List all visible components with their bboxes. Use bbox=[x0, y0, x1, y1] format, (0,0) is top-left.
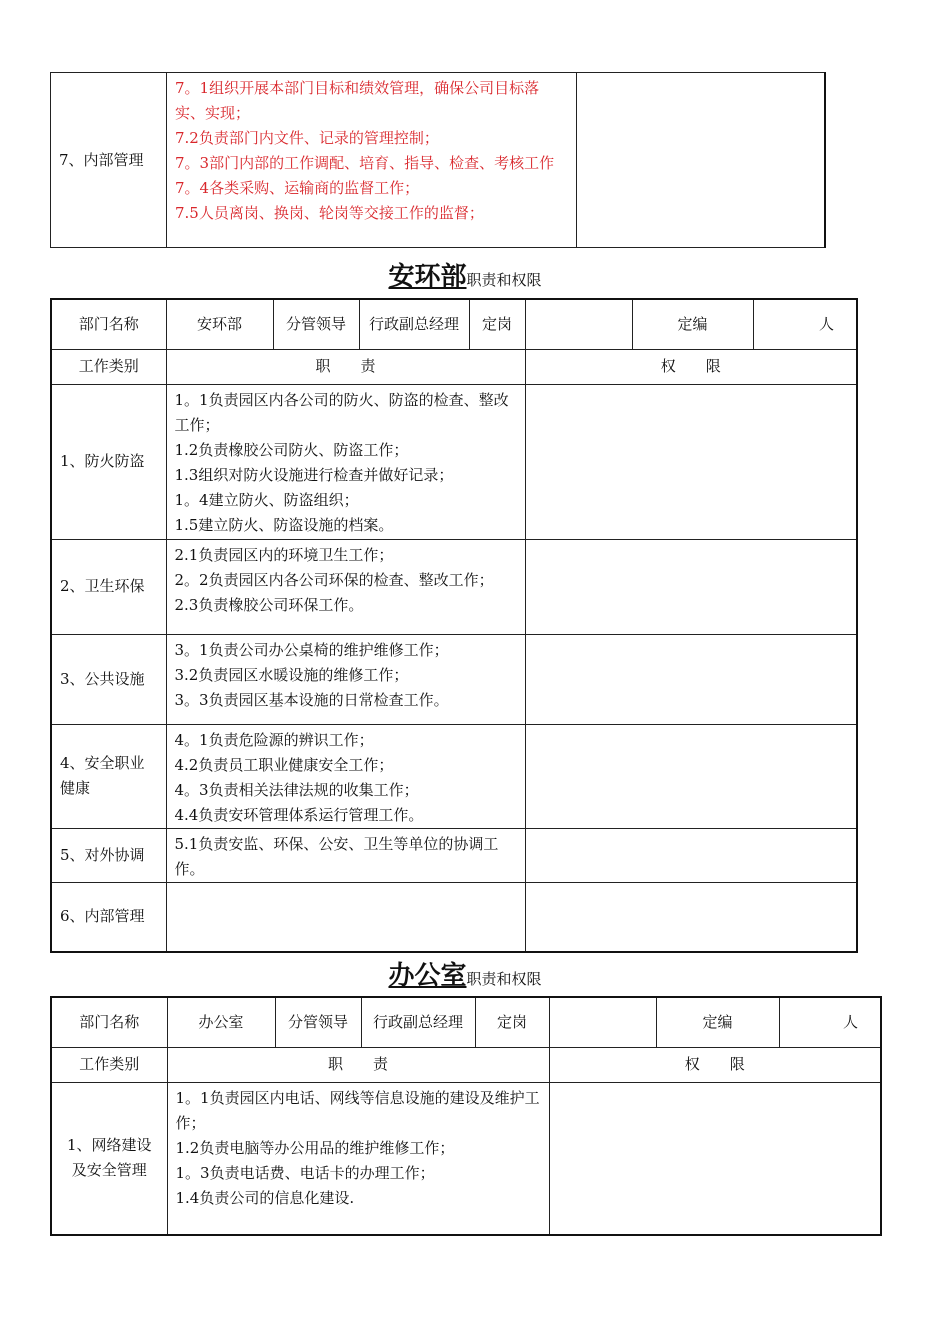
header-row bbox=[51, 997, 881, 1047]
table-row bbox=[51, 1082, 881, 1235]
category-cell: 2、卫生环保 bbox=[51, 539, 166, 634]
duty-cell bbox=[166, 539, 525, 634]
staff-value: 人 bbox=[753, 299, 857, 349]
duty-item: 7.5人员离岗、换岗、轮岗等交接工作的监督； bbox=[175, 204, 484, 222]
staff-label: 定编 bbox=[632, 299, 753, 349]
category-header: 工作类别 bbox=[51, 1047, 167, 1082]
authority-header: 权 限 bbox=[525, 349, 857, 384]
table-row bbox=[51, 828, 857, 882]
duty-item: 1。3负责电话费、电话卡的办理工作； bbox=[175, 1163, 435, 1182]
category-cell: 3、公共设施 bbox=[51, 634, 166, 724]
duty-item: 2.1负责园区内的环境卫生工作； bbox=[174, 545, 394, 564]
duty-cell bbox=[166, 828, 525, 882]
staff-value: 人 bbox=[779, 997, 881, 1047]
duty-item: 1.2负责电脑等办公用品的维护维修工作； bbox=[175, 1138, 455, 1157]
leader-value: 行政副总经理 bbox=[361, 997, 475, 1047]
authority-header: 权 限 bbox=[549, 1047, 881, 1082]
dept-label: 部门名称 bbox=[51, 299, 166, 349]
column-header-row bbox=[51, 1047, 881, 1082]
duty-item: 1。4建立防火、防盗组织； bbox=[174, 490, 359, 509]
bangong-table bbox=[50, 996, 882, 1236]
duty-item: 7。4各类采购、运输商的监督工作； bbox=[175, 179, 420, 197]
authority-cell bbox=[525, 828, 857, 882]
authority-cell bbox=[525, 634, 857, 724]
table-row bbox=[51, 384, 857, 539]
category-cell: 4、安全职业健康 bbox=[51, 724, 166, 828]
duty-cell bbox=[166, 384, 525, 539]
authority-cell bbox=[525, 882, 857, 952]
duty-cell bbox=[166, 634, 525, 724]
duty-cell bbox=[167, 73, 577, 248]
section-title: 办公室 bbox=[388, 961, 467, 991]
category-header: 工作类别 bbox=[51, 349, 166, 384]
duty-header: 职 责 bbox=[167, 1047, 549, 1082]
dept-value: 安环部 bbox=[166, 299, 273, 349]
leader-label: 分管领导 bbox=[275, 997, 361, 1047]
authority-cell bbox=[525, 539, 857, 634]
leader-label: 分管领导 bbox=[273, 299, 359, 349]
duty-item: 2。2负责园区内各公司环保的检查、整改工作； bbox=[174, 570, 494, 589]
post-label: 定岗 bbox=[469, 299, 525, 349]
duty-item: 7.2负责部门内文件、记录的管理控制； bbox=[175, 129, 439, 147]
section-subtitle: 职责和权限 bbox=[466, 970, 542, 988]
table-row bbox=[51, 539, 857, 634]
section-title: 安环部 bbox=[388, 262, 467, 292]
duty-item: 3。1负责公司办公桌椅的维护维修工作； bbox=[174, 640, 449, 659]
authority-cell bbox=[525, 724, 857, 828]
anhuan-table bbox=[50, 298, 858, 953]
duty-item: 7。3部门内部的工作调配、培育、指导、检查、考核工作 bbox=[175, 154, 555, 172]
section-subtitle: 职责和权限 bbox=[466, 271, 542, 289]
header-row bbox=[51, 299, 857, 349]
post-value bbox=[525, 299, 632, 349]
section-heading-anhuan bbox=[0, 256, 930, 293]
duty-cell bbox=[166, 882, 525, 952]
staff-label: 定编 bbox=[656, 997, 779, 1047]
table-row bbox=[51, 882, 857, 952]
post-value bbox=[549, 997, 656, 1047]
duty-item: 3。3负责园区基本设施的日常检查工作。 bbox=[174, 690, 449, 709]
category-cell: 7、内部管理 bbox=[51, 73, 167, 248]
duty-item: 1.4负责公司的信息化建设. bbox=[175, 1188, 355, 1207]
duty-cell bbox=[166, 724, 525, 828]
leader-value: 行政副总经理 bbox=[359, 299, 469, 349]
duty-item: 1。1负责园区内各公司的防火、防盗的检查、整改工作； bbox=[174, 390, 509, 434]
duty-item: 4。1负责危险源的辨识工作； bbox=[174, 730, 374, 749]
column-header-row bbox=[51, 349, 857, 384]
authority-cell bbox=[549, 1082, 881, 1235]
authority-cell bbox=[525, 384, 857, 539]
dept-label: 部门名称 bbox=[51, 997, 167, 1047]
duty-cell bbox=[167, 1082, 549, 1235]
section-heading-bangong bbox=[0, 955, 930, 992]
table-row bbox=[51, 634, 857, 724]
duty-item: 1。1负责园区内电话、网线等信息设施的建设及维护工作； bbox=[175, 1088, 540, 1132]
category-cell: 5、对外协调 bbox=[51, 828, 166, 882]
duty-item: 7。1组织开展本部门目标和绩效管理，确保公司目标落实、实现； bbox=[175, 79, 540, 122]
duty-item: 3.2负责园区水暖设施的维修工作； bbox=[174, 665, 409, 684]
duty-item: 4.4负责安环管理体系运行管理工作。 bbox=[174, 805, 424, 824]
table-row bbox=[51, 724, 857, 828]
duty-header: 职 责 bbox=[166, 349, 525, 384]
duty-item: 1.3组织对防火设施进行检查并做好记录； bbox=[174, 465, 454, 484]
category-cell: 1、网络建设及安全管理 bbox=[51, 1082, 167, 1235]
category-cell: 1、防火防盗 bbox=[51, 384, 166, 539]
duty-item: 4.2负责员工职业健康安全工作； bbox=[174, 755, 394, 774]
authority-cell bbox=[577, 73, 825, 248]
duty-item: 5.1负责安监、环保、公安、卫生等单位的协调工作。 bbox=[174, 834, 499, 878]
duty-item: 1.5建立防火、防盗设施的档案。 bbox=[174, 515, 394, 534]
duty-item: 4。3负责相关法律法规的收集工作； bbox=[174, 780, 419, 799]
post-label: 定岗 bbox=[475, 997, 549, 1047]
duty-item: 2.3负责橡胶公司环保工作。 bbox=[174, 595, 364, 614]
dept-value: 办公室 bbox=[167, 997, 275, 1047]
top-table bbox=[50, 72, 826, 248]
duty-item: 1.2负责橡胶公司防火、防盗工作； bbox=[174, 440, 409, 459]
category-cell: 6、内部管理 bbox=[51, 882, 166, 952]
